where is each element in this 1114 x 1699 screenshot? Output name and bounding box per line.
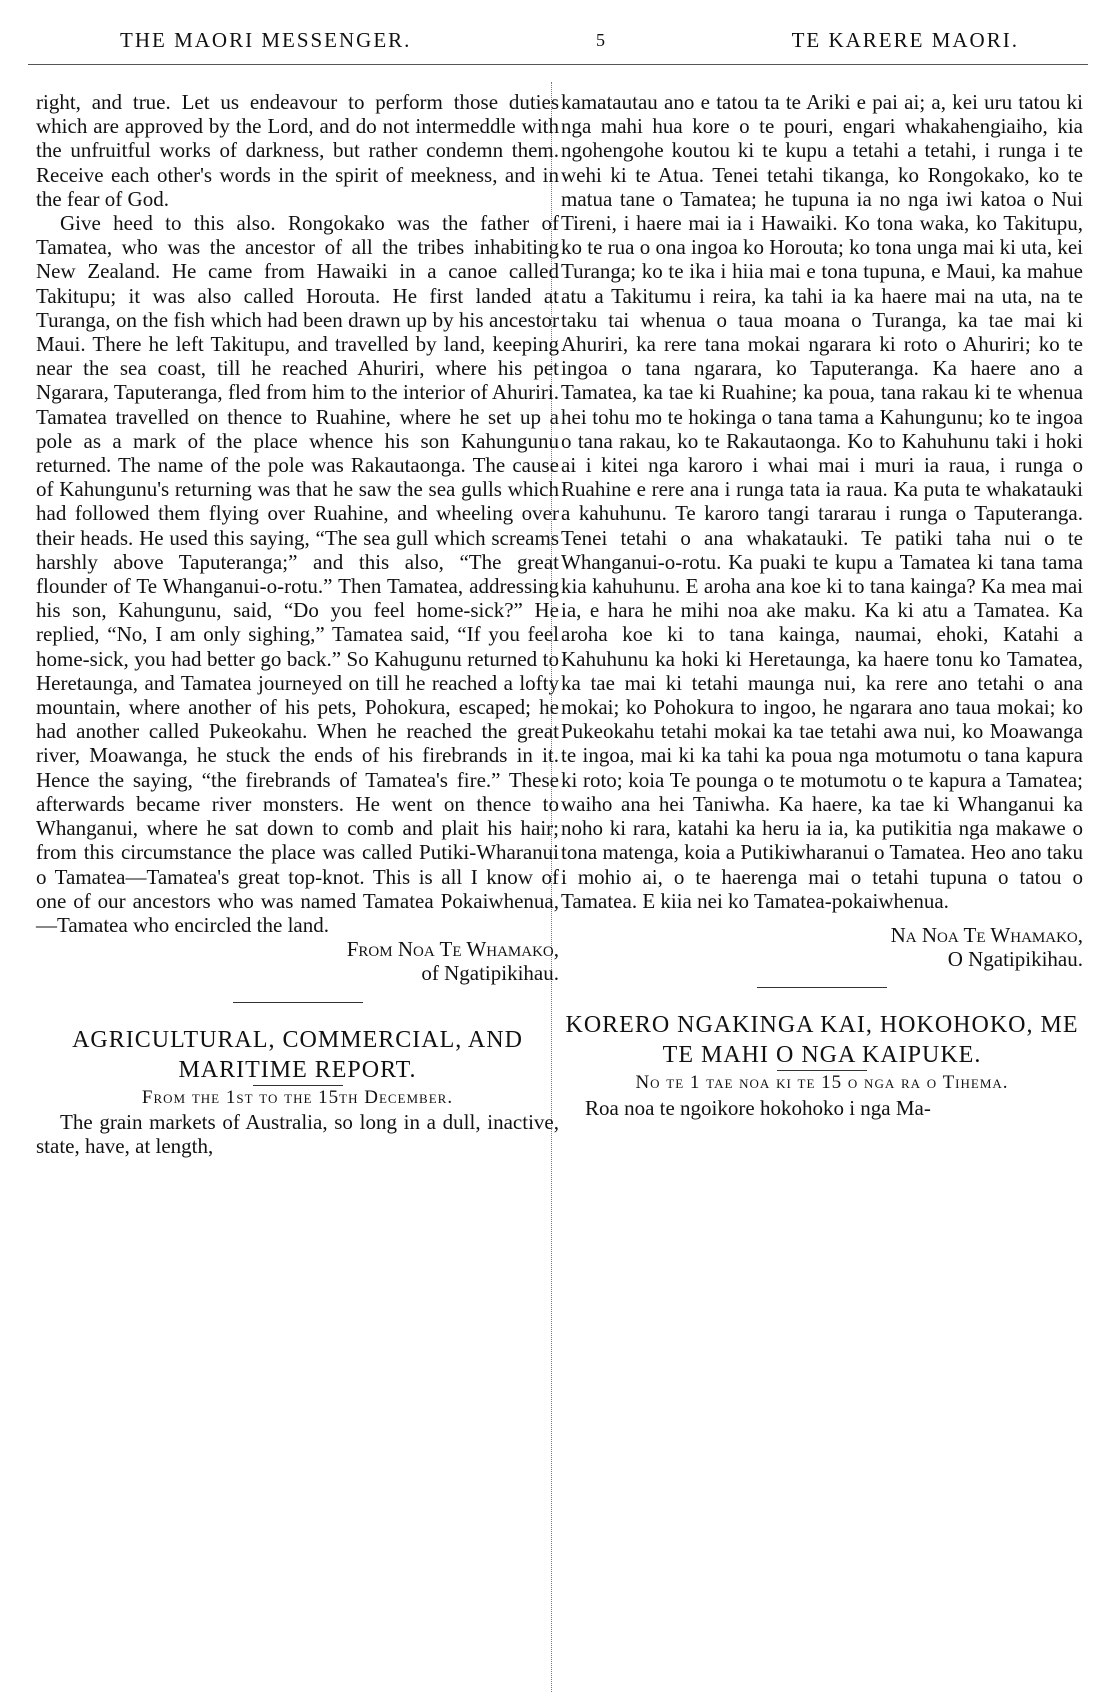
english-masthead: THE MAORI MESSENGER. xyxy=(120,27,412,52)
maori-signature-from-text: Na Noa Te Whamako, xyxy=(890,922,1083,947)
english-section-body: The grain markets of Australia, so long in a dull, inactive, state, have, at length, xyxy=(36,1109,559,1158)
english-signature-from xyxy=(36,937,559,961)
english-column xyxy=(36,90,559,1158)
maori-column xyxy=(561,90,1083,1120)
maori-section-body: Roa noa te ngoikore hokohoko i nga Ma- xyxy=(585,1095,931,1120)
english-signature-place: of Ngatipikihau. xyxy=(421,961,559,986)
english-section-date: From the 1st to the 15th December. xyxy=(141,1086,454,1108)
page-header xyxy=(20,22,1094,58)
maori-section-title: KORERO NGAKINGA KAI, HOKOHOKO, ME TE MAHI O NGA KAIPUKE. xyxy=(565,1012,1079,1069)
english-section-title: AGRICULTURAL, COMMERCIAL, AND MARITIME REPORT. xyxy=(72,1026,523,1083)
maori-paragraph-1: kamatautau ano e tatou ta te Ariki e pai ai; a, kei uru tatou ki nga mahi hua kore o te pouri, engari whakahengiaiho, kia ngohengohe koutou ki te kupu a tetahi a tetahi, i runga i te wehi ki te Atua. Tenei tetahi tikanga, ko Rongokako, ko te matua tane o Tamatea; he tupuna ia no nga iwi katoa o Nui Tireni, i haere mai ia i Hawaiki. Ko tona waka, ko Takitupu, ko te rua o ona ingoa ko Horouta; ko tona unga mai ki uta, kei Turanga; ko te ika i hiia mai e tona tupuna, e Maui, ka mahue atu a Takitumu i reira, ka tahi ia ka haere mai na uta, na te taku tai whenua o taua moana o Turanga, ka tae mai ki Ahuriri, ka rere tana mokai ngarara ki roto o Ahuriri; ko te ingoa o tana ngarara, ko Taputeranga. Ka haere ano a Tamatea, ka tae ki Ruahine; ka poua, tana rakau ki te whenua hei tohu mo te hokinga o tana tama a Kahungunu; ko te ingoa o tana rakau, ko te Rakautaonga. Ko to Kahuhunu taki i hoki ai i kitei nga karoro i whai mai i muri ia raua, i runga o Ruahine e rere ana i runga tata ia raua. Ka puta te whakatauki a kahuhunu. Te karoro tangi tararau i runga o Taputeranga. Tenei tetahi o ana whakatauki. Te patiki taha nui o te Whanganui-o-rotu. Ka puaki te kupu a Tamatea ki tana tama kia kahuhunu. E aroha ana koe ki to tana kainga? Ka mea mai ia, e hara he mihi noa ake maku. Ka ki atu a Tamatea. Ka aroha koe ki to tana kainga, naumai, ehoki, Katahi a Kahuhunu ka hoki ki Heretaunga, ka haere tonu ko Tamatea, ka tae mai ki tetahi maunga nui, ka rere ano tetahi o ana mokai; ko Pohokura to ingoo, he ngarara ano taua mokai; ko Pukeokahu tetahi mokai ka tae tetahi awa nui, ko Moawanga te ingoa, mai ki ka tahi ka poua nga motumotu o tana kapura ki roto; koia Te pounga o te motumotu o te kapura a Tamatea; waiho ana hei Taniwha. Ka haere, ka tae ki Whanganui ka noho ki rara, katahi ka heru ia ia, ka putikitia nga makawe o tona matenga, koia a Putikiwharanui o Tamatea. Heo ano taku i mohio ai, o te haerenga mai o tetahi tupuna o tatou o Tamatea. E kiia nei ko Tamatea-pokaiwhenua. xyxy=(561,90,1083,913)
maori-masthead: TE KARERE MAORI. xyxy=(791,27,1019,52)
english-signature-from-text: From Noa Te Whamako, xyxy=(346,937,559,962)
maori-section-date: No te 1 tae noa ki te 15 o nga ra o Tihema. xyxy=(635,1072,1009,1094)
maori-signature-place: O Ngatipikihau. xyxy=(947,947,1083,972)
english-paragraph-1: right, and true. Let us endeavour to perform those duties which are approved by the Lord, and do not intermeddle with the unfruitful works of darkness, but rather condemn them. Receive each other's words in the spirit of meekness, and in the fear of God. xyxy=(36,90,559,211)
maori-signature-from xyxy=(561,923,1083,947)
maori-section-rule xyxy=(757,987,887,988)
header-rule xyxy=(28,64,1088,65)
english-paragraph-2: Give heed to this also. Rongokako was the father of Tamatea, who was the ancestor of all the tribes inhabiting New Zealand. He came from Hawaiki in a canoe called Takitupu; it was also called Horouta. He first landed at Turanga, on the fish which had been drawn up by his ancestor Maui. There he left Takitupu, and travelled by land, keeping near the sea coast, till he reached Ahuriri, where his pet Ngarara, Taputeranga, fled from him to the interior of Ahuriri. Tamatea travelled on thence to Ruahine, where he set up a pole as a mark of the place whence his son Kahungunu returned. The name of the pole was Rakautaonga. The cause of Kahungunu's returning was that he saw the sea gulls which had followed them flying over Ruahine, and wheeling over their heads. He used this saying, “The sea gull which screams harshly above Taputeranga;” and this also, “The great flounder of Te Whanganui-o-rotu.” Then Tamatea, addressing his son, Kahungunu, said, “Do you feel home-sick?” He replied, “No, I am only sighing,” Tamatea said, “If you feel home-sick, you had better go back.” So Kahugunu returned to Heretaunga, and Tamatea journeyed on till he reached a lofty mountain, where another of his pets, Pohokura, escaped; he had another called Pukeokahu. When he reached the great river, Moawanga, he stuck the ends of his firebrands in it. Hence the saying, “the firebrands of Tamatea's fire.” These afterwards became river monsters. He went on thence to Whanganui, where he sat down to comb and plait his hair; from this circumstance the place was called Putiki-Wharanui o Tamatea—Tamatea's great top-knot. This is all I know of one of our ancestors who was named Tamatea Pokaiwhenua,—Tamatea who encircled the land. xyxy=(36,211,559,937)
english-section-rule xyxy=(233,1002,363,1003)
page-number: 5 xyxy=(596,29,607,50)
